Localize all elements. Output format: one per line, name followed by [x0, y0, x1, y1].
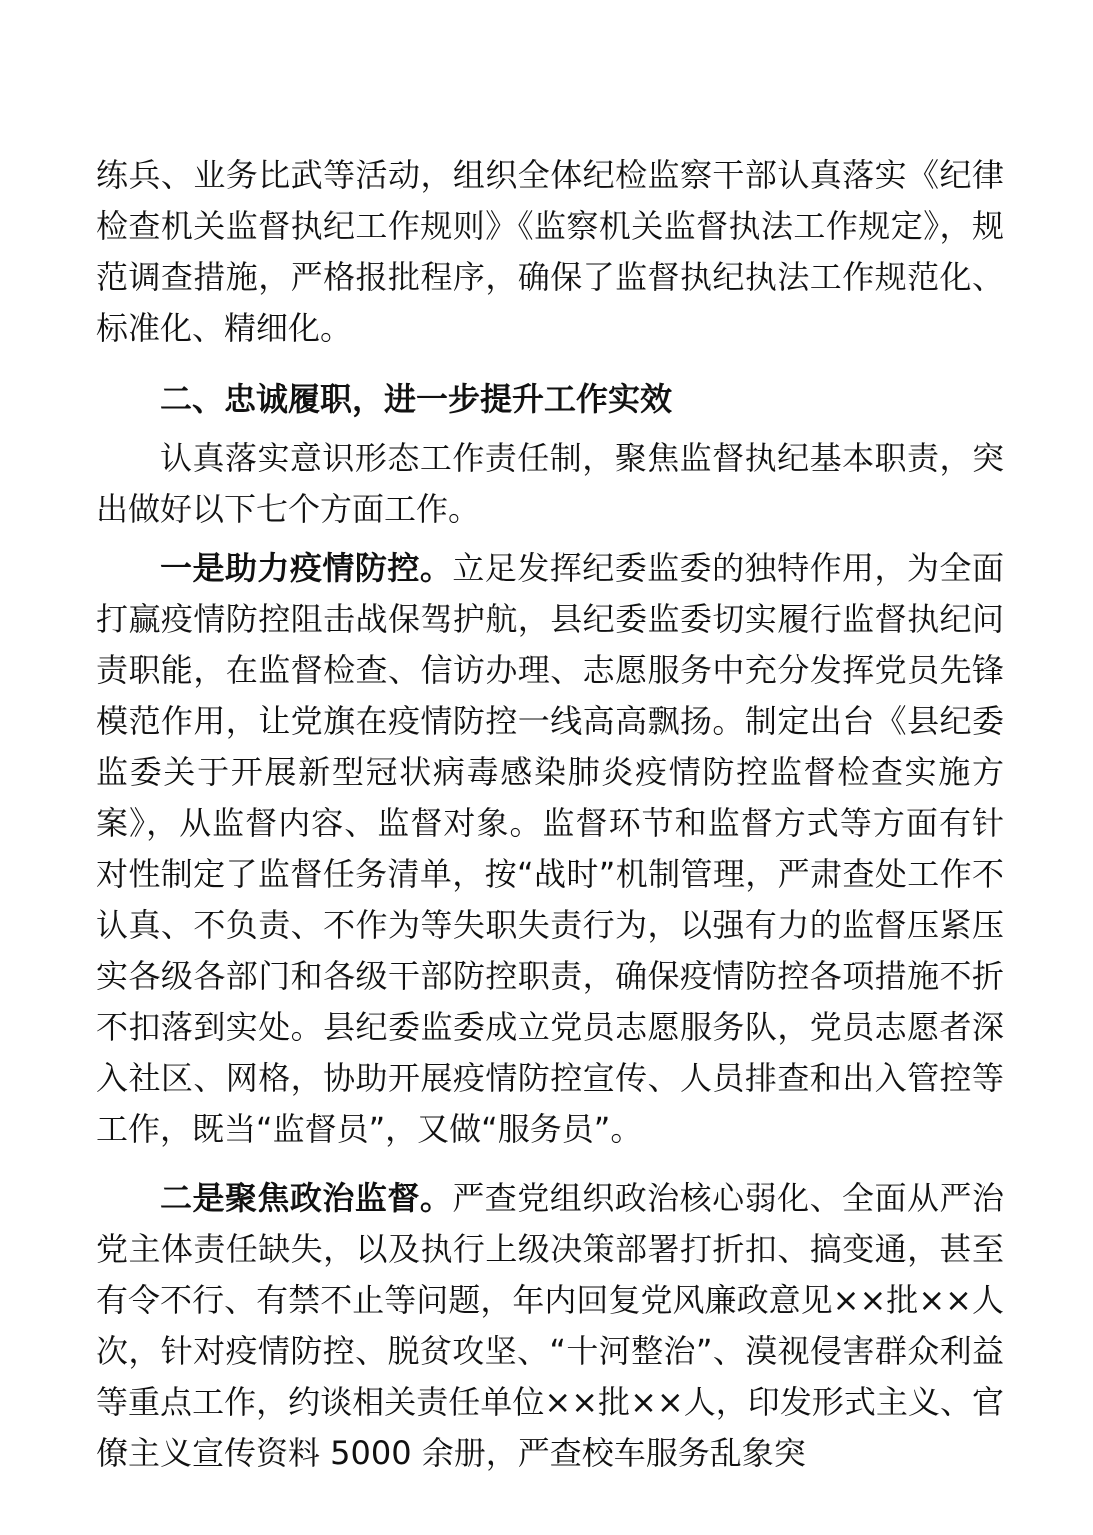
document-page: [96, 150, 1004, 1479]
paragraph-lead-epidemic: 一是助力疫情防控。: [160, 549, 453, 587]
paragraph-body-political: 严查党组织政治核心弱化、全面从严治党主体责任缺失，以及执行上级决策部署打折扣、搞变通，甚至有令不行、有禁不止等问题，年内回复党风廉政意见××批××人次，针对疫情防控、脱贫攻坚、“十河整治”、漠视侵害群众利益等重点工作，约谈相关责任单位××批××人，印发形式主义、官僚主义宣传资料 5000 余册，严查校车服务乱象突: [96, 1179, 1004, 1472]
paragraph-lead-political: 二是聚焦政治监督。: [160, 1179, 453, 1217]
paragraph-body-epidemic: 立足发挥纪委监委的独特作用，为全面打赢疫情防控阻击战保驾护航，县纪委监委切实履行监督执纪问责职能，在监督检查、信访办理、志愿服务中充分发挥党员先锋模范作用，让党旗在疫情防控一线高高飘扬。制定出台《县纪委监委关于开展新型冠状病毒感染肺炎疫情防控监督检查实施方案》，从监督内容、监督对象。监督环节和监督方式等方面有针对性制定了监督任务清单，按“战时”机制管理，严肃查处工作不认真、不负责、不作为等失职失责行为，以强有力的监督压紧压实各级各部门和各级干部防控职责，确保疫情防控各项措施不折不扣落到实处。县纪委监委成立党员志愿服务队，党员志愿者深入社区、网格，协助开展疫情防控宣传、人员排查和出入管控等工作，既当“监督员”，又做“服务员”。: [96, 549, 1004, 1148]
section-heading: 二、忠诚履职，进一步提升工作实效: [160, 380, 673, 418]
paragraph-intro: 认真落实意识形态工作责任制，聚焦监督执纪基本职责，突出做好以下七个方面工作。: [96, 439, 1004, 528]
paragraph-epidemic-prevention: [96, 543, 1004, 1155]
paragraph-continuation: 练兵、业务比武等活动，组织全体纪检监察干部认真落实《纪律检查机关监督执纪工作规则》《监察机关监督执法工作规定》，规范调查措施，严格报批程序，确保了监督执纪执法工作规范化、标准化、精细化。: [96, 156, 1004, 347]
paragraph-political-supervision: [96, 1173, 1004, 1479]
